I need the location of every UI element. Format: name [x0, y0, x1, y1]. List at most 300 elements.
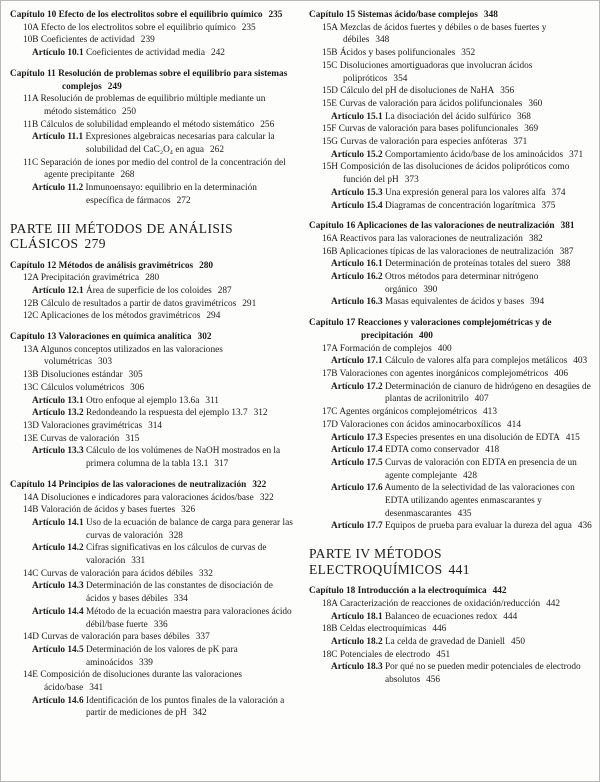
- entry-title: Sistemas ácido/base complejos: [357, 10, 478, 20]
- toc-entry-section: [23, 344, 293, 369]
- toc-entry-section: [322, 343, 592, 356]
- entry-title: Otro enfoque al ejemplo 13.6a: [85, 395, 200, 406]
- toc-entry-section: [322, 98, 592, 111]
- entry-page-number: 356: [500, 86, 515, 97]
- entry-page-number: 315: [125, 433, 140, 444]
- entry-page-number: 387: [559, 246, 574, 257]
- entry-title: Aumento de la selectividad de las valoraciones con EDTA utilizando agentes enmascarantes y desenmascarantes: [384, 483, 575, 519]
- entry-page-number: 446: [432, 624, 447, 635]
- entry-page-number: 381: [560, 221, 575, 232]
- entry-label: Artículo 18.3: [331, 662, 383, 673]
- entry-title: Curvas de valoración para ácidos débiles: [40, 568, 193, 579]
- toc-entry-article: [331, 187, 592, 200]
- entry-label: 12B: [23, 298, 39, 309]
- entry-page-number: 428: [463, 470, 477, 481]
- entry-label: Artículo 14.3: [32, 581, 84, 592]
- entry-label: 13B: [23, 370, 39, 381]
- entry-title: Separación de iones por medio del control de la concentración del agente precipitante: [40, 157, 286, 181]
- entry-label: Artículo 15.3: [331, 187, 383, 198]
- entry-title: Composición de disoluciones durante las valoraciones ácido/base: [40, 670, 242, 694]
- entry-label: Artículo 10.1: [32, 48, 84, 59]
- toc-entry-article: [32, 445, 293, 470]
- entry-label: 11B: [23, 119, 39, 130]
- entry-page-number: 390: [423, 284, 438, 295]
- entry-title: Resolución de problemas sobre el equilibrio para sistemas complejos: [58, 68, 288, 92]
- toc-entry-section: [322, 161, 592, 186]
- entry-title: Determinación de las constantes de disociación de ácidos y bases débiles: [85, 581, 273, 605]
- toc-entry-chapter: [10, 9, 293, 22]
- toc-entry-section: [23, 93, 293, 118]
- entry-page-number: 400: [419, 330, 433, 341]
- entry-page-number: 339: [139, 657, 153, 668]
- entry-title: Equipos de prueba para evaluar la dureza del agua: [384, 521, 572, 532]
- toc-entry-chapter: [309, 220, 592, 233]
- entry-label: 16B: [322, 246, 338, 257]
- toc-entry-part: [309, 546, 592, 577]
- entry-label: Capítulo 10: [10, 10, 57, 20]
- entry-title: Reacciones y valoraciones complejométricas y de precipitación: [357, 318, 552, 341]
- entry-label: 15A: [322, 22, 338, 33]
- toc-entry-section: [23, 310, 293, 323]
- entry-title: Celdas electroquímicas: [339, 624, 427, 635]
- entry-label: Artículo 18.1: [331, 611, 383, 622]
- entry-title: Disoluciones amortiguadoras que involucran ácidos polipróticos: [339, 60, 533, 84]
- entry-page-number: 374: [551, 187, 566, 198]
- toc-entry-section: [23, 119, 293, 132]
- entry-label: 13E: [23, 433, 38, 444]
- entry-page-number: 294: [206, 311, 221, 322]
- entry-label: 17C: [322, 407, 338, 418]
- toc-entry-part: [10, 221, 293, 252]
- toc-column-right: [309, 9, 592, 775]
- entry-page-number: 441: [448, 561, 470, 577]
- toc-entry-section: [23, 157, 293, 182]
- entry-label: Artículo 14.4: [32, 606, 84, 617]
- toc-entry-article: [331, 111, 592, 124]
- entry-label: PARTE IV: [309, 546, 371, 562]
- toc-entry-chapter: [10, 260, 293, 273]
- toc-entry-article: [331, 149, 592, 162]
- entry-title: Precipitación gravimétrica: [40, 273, 140, 284]
- entry-title: MÉTODOS DE ANÁLISIS CLÁSICOS: [10, 220, 234, 252]
- entry-label: Artículo 14.6: [32, 695, 84, 706]
- toc-entry-chapter: [10, 68, 293, 93]
- entry-title: Determinación de cianuro de hidrógeno en desagües de plantas de acrilonitrilo: [384, 381, 591, 405]
- entry-page-number: 375: [541, 200, 556, 211]
- entry-label: Artículo 17.5: [331, 457, 383, 468]
- entry-label: 15E: [322, 98, 337, 109]
- entry-title: Valoraciones con ácidos aminocarboxílicos: [340, 419, 502, 430]
- entry-title: Aplicaciones típicas de las valoraciones de neutralización: [339, 246, 554, 257]
- entry-title: Algunos conceptos utilizados en las valoraciones volumétricas: [40, 344, 223, 368]
- entry-page-number: 326: [181, 505, 196, 516]
- entry-title: Valoración de ácidos y bases fuertes: [40, 505, 176, 516]
- entry-label: 15G: [322, 137, 339, 148]
- entry-title: Curvas de valoración para especies anfóteras: [340, 137, 508, 148]
- toc-entry-article: [331, 271, 592, 296]
- entry-label: Artículo 18.2: [331, 636, 383, 647]
- toc-entry-article: [331, 381, 592, 406]
- entry-title: Reactivos para las valoraciones de neutralización: [339, 233, 523, 244]
- entry-page-number: 242: [211, 48, 225, 59]
- entry-page-number: 450: [511, 636, 525, 647]
- entry-page-number: 268: [120, 170, 135, 181]
- entry-label: 12C: [23, 311, 39, 322]
- entry-title: Coeficientes de actividad media: [85, 48, 205, 59]
- toc-entry-chapter: [309, 9, 592, 22]
- toc-entry-section: [23, 420, 293, 433]
- entry-label: 15C: [322, 60, 338, 71]
- toc-entry-section: [23, 669, 293, 694]
- entry-page-number: 352: [461, 48, 476, 59]
- entry-label: 16A: [322, 233, 338, 244]
- entry-label: 18C: [322, 649, 338, 660]
- entry-page-number: 407: [474, 394, 489, 405]
- entry-label: 18A: [322, 598, 338, 609]
- entry-title: Valoraciones en química analítica: [58, 332, 192, 343]
- entry-page-number: 342: [192, 708, 207, 719]
- toc-entry-section: [322, 598, 592, 611]
- entry-label: 17A: [322, 343, 338, 354]
- entry-title: Ácidos y bases polifuncionales: [339, 48, 456, 59]
- entry-label: 15H: [322, 162, 339, 173]
- toc-entry-section: [322, 623, 592, 636]
- entry-title: Disoluciones e indicadores para valoraciones ácidos/base: [40, 492, 254, 503]
- entry-page-number: 371: [569, 149, 584, 160]
- entry-page-number: 413: [483, 407, 497, 418]
- entry-label: 11C: [23, 157, 39, 168]
- toc-entry-section: [23, 34, 293, 47]
- toc-entry-section: [23, 631, 293, 644]
- entry-page-number: 250: [122, 106, 136, 117]
- entry-label: 13A: [23, 344, 39, 355]
- toc-entry-article: [331, 661, 592, 686]
- entry-label: Artículo 15.2: [331, 149, 383, 160]
- toc-entry-section: [322, 406, 592, 419]
- entry-title: Por qué no se pueden medir potenciales de electrodo absolutos: [384, 662, 581, 686]
- toc-entry-article: [32, 580, 293, 605]
- entry-title: Coeficientes de actividad: [40, 35, 135, 46]
- entry-page-number: 400: [437, 343, 452, 354]
- entry-page-number: 415: [565, 432, 580, 443]
- entry-page-number: 442: [492, 586, 507, 597]
- entry-title: Curvas de valoración para ácidos polifuncionales: [339, 98, 523, 109]
- entry-page-number: 337: [195, 632, 210, 643]
- entry-label: Artículo 12.1: [32, 285, 84, 296]
- entry-page-number: 444: [503, 611, 518, 622]
- entry-title: Cálculo de los volúmenes de NaOH mostrados en la primera columna de la tabla 13.1: [85, 446, 281, 470]
- entry-page-number: 322: [259, 492, 274, 503]
- entry-page-number: 373: [404, 175, 419, 186]
- entry-page-number: 336: [153, 619, 168, 630]
- entry-page-number: 311: [205, 395, 219, 406]
- entry-label: Artículo 17.7: [331, 521, 383, 532]
- toc-entry-section: [322, 136, 592, 149]
- entry-label: Artículo 14.2: [32, 543, 84, 554]
- entry-title: Valoraciones gravimétricas: [41, 420, 143, 431]
- entry-title: Efecto de los electrolitos sobre el equilibrio químico: [40, 22, 236, 33]
- entry-title: Potenciales de electrodo: [339, 649, 431, 660]
- entry-label: Artículo 15.1: [331, 111, 383, 122]
- toc-entry-section: [322, 22, 592, 47]
- entry-label: Artículo 13.2: [32, 408, 84, 419]
- entry-page-number: 418: [485, 445, 500, 456]
- entry-label: Capítulo 16: [309, 221, 356, 232]
- toc-entry-article: [331, 611, 592, 624]
- toc-entry-section: [322, 85, 592, 98]
- toc-entry-section: [23, 492, 293, 505]
- entry-title: Balanceo de ecuaciones redox: [384, 611, 498, 622]
- entry-label: Artículo 14.5: [32, 644, 84, 655]
- entry-title: Agentes orgánicos complejométricos: [339, 407, 478, 418]
- entry-title: Curvas de valoración con EDTA en presencia de un agente complejante: [384, 457, 577, 481]
- toc-entry-section: [23, 298, 293, 311]
- toc-entry-chapter: [309, 317, 592, 342]
- toc-entry-article: [32, 695, 293, 720]
- toc-entry-article: [32, 131, 293, 156]
- entry-page-number: 256: [260, 119, 275, 130]
- entry-page-number: 382: [528, 233, 543, 244]
- entry-page-number: 235: [268, 10, 283, 20]
- entry-title: Determinación de proteínas totales del suero: [384, 259, 551, 270]
- entry-title: Comportamiento ácido/base de los aminoácidos: [384, 149, 564, 160]
- entry-page-number: 394: [530, 297, 545, 308]
- toc-entry-article: [331, 258, 592, 271]
- toc-entry-section: [322, 419, 592, 432]
- entry-page-number: 435: [457, 508, 472, 519]
- toc-entry-article: [32, 182, 293, 207]
- toc-entry-article: [32, 47, 293, 60]
- entry-title: Redondeando la respuesta del ejemplo 13.7: [85, 408, 248, 419]
- entry-label: 14A: [23, 492, 39, 503]
- toc-entry-section: [322, 246, 592, 259]
- entry-title: Cifras significativas en los cálculos de curvas de valoración: [85, 543, 267, 567]
- entry-page-number: 314: [148, 420, 163, 431]
- entry-title: Curvas de valoración: [40, 433, 120, 444]
- entry-label: 13C: [23, 382, 39, 393]
- entry-title: Aplicaciones de los métodos gravimétricos: [40, 311, 201, 322]
- toc-entry-article: [32, 285, 293, 298]
- entry-label: 17D: [322, 419, 339, 430]
- toc-entry-article: [331, 296, 592, 309]
- entry-title: Composición de las disoluciones de ácidos polipróticos como función del pH: [340, 162, 570, 186]
- toc-entry-article: [32, 395, 293, 408]
- entry-page-number: 436: [577, 521, 592, 532]
- entry-title: Otros métodos para determinar nitrógeno orgánico: [384, 272, 539, 295]
- entry-label: Artículo 16.3: [331, 297, 383, 308]
- entry-label: 10A: [23, 22, 39, 33]
- entry-title: MÉTODOS ELECTROQUÍMICOS: [309, 546, 443, 577]
- entry-title: Cálculo de valores alfa para complejos metálicos: [384, 356, 568, 367]
- toc-entry-article: [331, 355, 592, 368]
- toc-entry-article: [32, 542, 293, 567]
- entry-label: Artículo 17.4: [331, 445, 383, 456]
- entry-label: Artículo 11.1: [32, 132, 84, 143]
- entry-page-number: 239: [140, 35, 155, 46]
- toc-entry-article: [331, 444, 592, 457]
- entry-label: 13D: [23, 420, 40, 431]
- entry-label: Artículo 11.2: [32, 183, 84, 194]
- entry-label: Capítulo 18: [309, 586, 356, 597]
- entry-label: Capítulo 11: [10, 68, 56, 79]
- entry-page-number: 305: [128, 370, 143, 381]
- entry-title: Resolución de problemas de equilibrio múltiple mediante un método sistemático: [40, 94, 266, 117]
- entry-label: 18B: [322, 624, 338, 635]
- entry-label: Artículo 13.3: [32, 446, 84, 457]
- entry-title: Expresiones algebraicas necesarias para calcular la solubilidad del CaC₂O₄ en agua: [85, 132, 275, 156]
- entry-page-number: 348: [483, 10, 498, 20]
- entry-title: Cálculo de resultados a partir de datos gravimétricos: [40, 298, 237, 309]
- entry-label: Capítulo 15: [309, 10, 356, 20]
- toc-entry-article: [331, 520, 592, 533]
- entry-title: Mezclas de ácidos fuertes y débiles o de bases fuertes y débiles: [339, 22, 547, 46]
- entry-title: Método de la ecuación maestra para valoraciones ácido débil/base fuerte: [85, 606, 292, 630]
- entry-title: Introducción a la electroquímica: [357, 586, 487, 597]
- entry-page-number: 303: [98, 357, 112, 368]
- entry-page-number: 369: [524, 124, 539, 135]
- toc-entry-section: [322, 60, 592, 85]
- entry-page-number: 312: [253, 408, 268, 419]
- toc-entry-chapter: [10, 331, 293, 344]
- entry-title: EDTA como conservador: [384, 445, 480, 456]
- entry-label: Artículo 16.2: [331, 272, 383, 283]
- entry-title: Masas equivalentes de ácidos y bases: [384, 297, 525, 308]
- toc-entry-section: [23, 568, 293, 581]
- entry-title: La celda de gravedad de Daniell: [384, 636, 506, 647]
- entry-title: Cálculo del pH de disoluciones de NaHA: [340, 86, 495, 97]
- entry-label: Capítulo 14: [10, 479, 57, 490]
- toc-entry-section: [23, 272, 293, 285]
- toc-entry-chapter: [10, 479, 293, 492]
- entry-title: Aplicaciones de las valoraciones de neutralización: [357, 221, 555, 232]
- entry-label: Artículo 16.1: [331, 259, 383, 270]
- entry-page-number: 403: [573, 356, 588, 367]
- entry-title: Especies presentes en una disolución de EDTA: [384, 432, 560, 443]
- entry-label: 11A: [23, 94, 39, 105]
- entry-page-number: 371: [513, 137, 528, 148]
- toc-entry-article: [331, 636, 592, 649]
- entry-label: Artículo 17.3: [331, 432, 383, 443]
- entry-title: Efecto de los electrolitos sobre el equilibrio químico: [58, 10, 263, 20]
- entry-label: Artículo 17.6: [331, 483, 383, 494]
- entry-page-number: 451: [436, 649, 451, 660]
- entry-label: 14C: [23, 568, 39, 579]
- entry-page-number: 414: [507, 419, 521, 430]
- toc-entry-section: [23, 504, 293, 517]
- entry-page-number: 280: [145, 273, 160, 284]
- entry-page-number: 442: [546, 598, 561, 609]
- entry-title: Disoluciones estándar: [40, 370, 123, 381]
- entry-label: Artículo 15.4: [331, 200, 383, 211]
- entry-label: Artículo 17.1: [331, 356, 383, 367]
- toc-entry-section: [23, 22, 293, 35]
- entry-label: Artículo 14.1: [32, 517, 84, 528]
- entry-page-number: 280: [199, 260, 214, 271]
- toc-entry-article: [32, 644, 293, 669]
- entry-page-number: 322: [252, 479, 267, 490]
- entry-page-number: 456: [426, 675, 441, 686]
- entry-title: Curvas de valoración para bases débiles: [41, 632, 190, 643]
- entry-page-number: 328: [168, 530, 183, 541]
- entry-label: 15D: [322, 86, 339, 97]
- toc-entry-section: [23, 382, 293, 395]
- entry-page-number: 388: [556, 259, 571, 270]
- entry-page-number: 291: [242, 298, 257, 309]
- toc-entry-chapter: [309, 585, 592, 598]
- entry-label: 10B: [23, 35, 39, 46]
- entry-label: 14B: [23, 505, 39, 516]
- entry-label: Capítulo 12: [10, 260, 57, 271]
- entry-title: Caracterización de reacciones de oxidación/reducción: [339, 598, 541, 609]
- entry-page-number: 368: [516, 111, 531, 122]
- entry-label: 17B: [322, 368, 338, 379]
- toc-entry-section: [322, 47, 592, 60]
- entry-title: Identificación de los puntos finales de la valoración a partir de mediciones de pH: [85, 695, 285, 719]
- entry-page-number: 306: [130, 382, 145, 393]
- toc-entry-section: [23, 433, 293, 446]
- toc-entry-section: [23, 369, 293, 382]
- entry-title: Cálculos de solubilidad empleando el método sistemático: [40, 119, 255, 130]
- entry-page-number: 287: [217, 285, 232, 296]
- entry-title: Área de superficie de los coloides: [85, 285, 212, 296]
- toc-entry-article: [331, 482, 592, 520]
- entry-page-number: 334: [173, 594, 188, 605]
- entry-page-number: 272: [176, 195, 191, 206]
- entry-title: Cálculos volumétricos: [40, 382, 125, 393]
- entry-label: 14E: [23, 670, 38, 681]
- entry-title: Diagramas de concentración logarítmica: [384, 200, 536, 211]
- toc-entry-article: [32, 517, 293, 542]
- toc-entry-article: [331, 457, 592, 482]
- entry-page-number: 354: [393, 73, 408, 84]
- entry-title: La disociación del ácido sulfúrico: [384, 111, 511, 122]
- toc-entry-section: [322, 233, 592, 246]
- entry-title: Principios de las valoraciones de neutralización: [58, 479, 247, 490]
- entry-page-number: 341: [89, 683, 104, 694]
- entry-title: Uso de la ecuación de balance de carga para generar las curvas de valoración: [85, 517, 293, 541]
- entry-title: Curvas de valoración para bases polifuncionales: [338, 124, 519, 135]
- entry-page-number: 302: [197, 332, 212, 343]
- entry-label: Artículo 17.2: [331, 381, 383, 392]
- toc-entry-article: [32, 606, 293, 631]
- toc-column-left: [10, 9, 293, 775]
- entry-page-number: 360: [528, 98, 543, 109]
- toc-entry-article: [32, 407, 293, 420]
- entry-page-number: 317: [214, 459, 229, 470]
- entry-title: Inmunoensayo: equilibrio en la determinación específica de fármacos: [85, 183, 257, 206]
- entry-page-number: 262: [210, 145, 224, 156]
- entry-label: PARTE III: [10, 220, 72, 236]
- entry-title: Una expresión general para los valores alfa: [384, 187, 546, 198]
- entry-title: Valoraciones con agentes inorgánicos complejométricos: [339, 368, 549, 379]
- entry-label: Capítulo 13: [10, 332, 57, 343]
- entry-label: 15B: [322, 48, 338, 59]
- entry-page-number: 249: [107, 81, 122, 92]
- entry-label: 15F: [322, 124, 337, 135]
- toc-entry-article: [331, 200, 592, 213]
- toc-entry-section: [322, 649, 592, 662]
- entry-page-number: 332: [198, 568, 213, 579]
- toc-entry-section: [322, 123, 592, 136]
- entry-page-number: 279: [84, 236, 106, 252]
- toc-entry-section: [322, 368, 592, 381]
- entry-title: Métodos de análisis gravimétricos: [58, 260, 194, 271]
- entry-label: 12A: [23, 273, 39, 284]
- toc-entry-article: [331, 432, 592, 445]
- entry-label: Capítulo 17: [309, 318, 356, 329]
- entry-page-number: 235: [241, 22, 256, 33]
- entry-title: Formación de complejos: [339, 343, 432, 354]
